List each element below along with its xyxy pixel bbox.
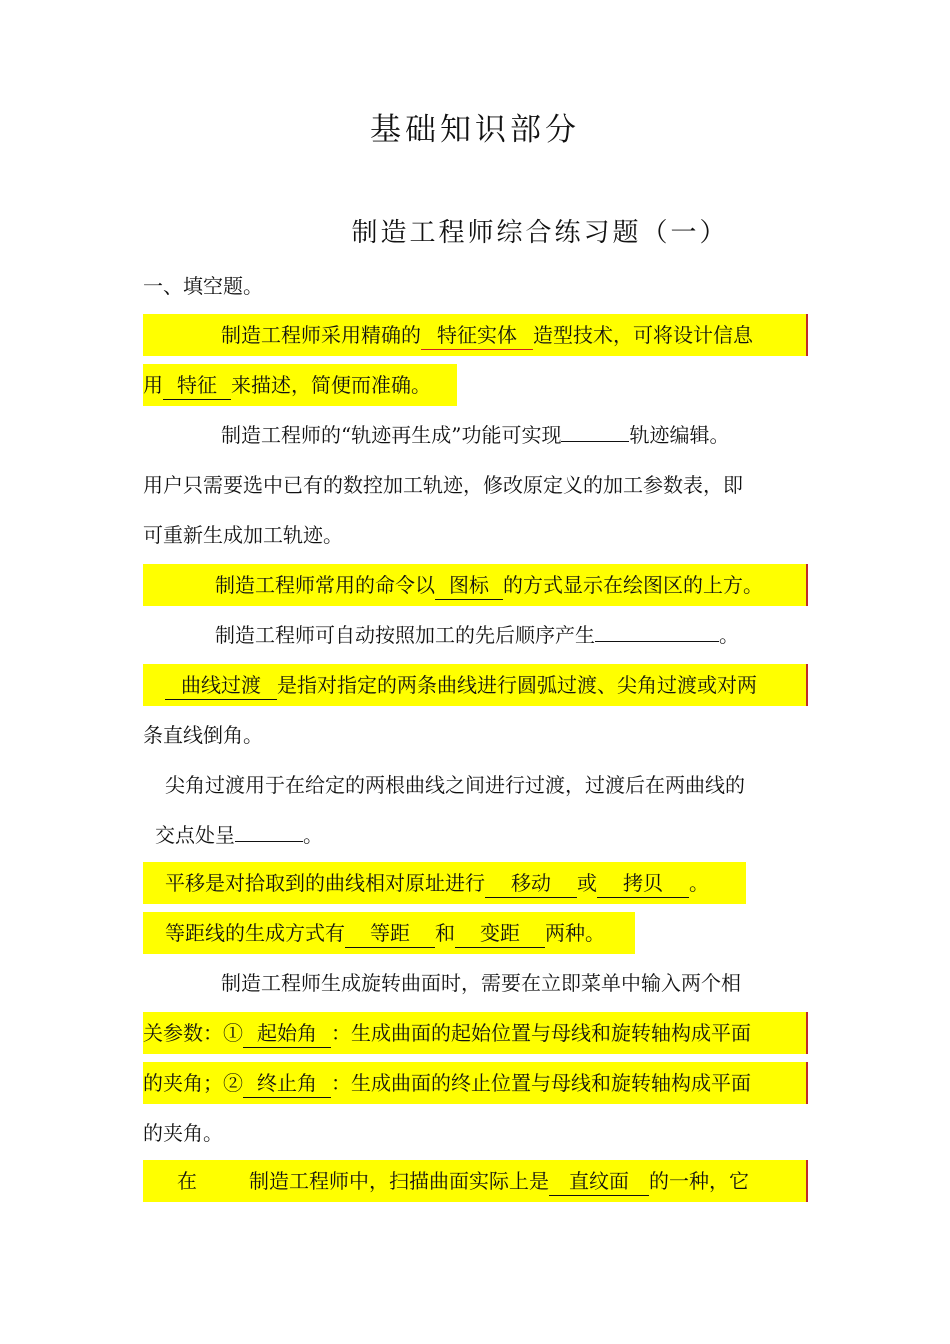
answer-blank (595, 641, 719, 642)
answer-blank: 特征 (163, 371, 231, 400)
question-10-line-1: 在 制造工程师中，扫描曲面实际上是 直纹面 的一种，它 (143, 1160, 808, 1202)
answer-blank (235, 841, 303, 842)
page-subtitle: 制造工程师综合练习题（一） (351, 218, 729, 248)
answer-blank: 起始角 (243, 1019, 331, 1048)
answer-blank: 等距 (345, 919, 435, 948)
question-2-line-1: 制造工程师的“轨迹再生成”功能可实现 轨迹编辑。 (221, 423, 730, 447)
question-1-line-1: 制造工程师采用精确的 特征实体 造型技术，可将设计信息 (143, 314, 808, 356)
answer-blank: 变距 (455, 919, 545, 948)
question-2-line-2: 用户只需要选中已有的数控加工轨迹，修改原定义的加工参数表，即 (143, 473, 743, 497)
question-8-line-1: 等距线的生成方式有 等距 和 变距 两种。 (143, 912, 635, 954)
answer-blank (561, 441, 629, 442)
question-3-line-1: 制造工程师常用的命令以 图标 的方式显示在绘图区的上方。 (143, 564, 808, 606)
question-5-line-2: 条直线倒角。 (143, 723, 263, 747)
answer-blank: 拷贝 (597, 869, 689, 898)
answer-blank: 特征实体 (421, 321, 533, 350)
question-6-line-2: 交点处呈 。 (155, 823, 323, 847)
answer-blank: 直纹面 (549, 1167, 649, 1196)
question-4-line-1: 制造工程师可自动按照加工的先后顺序产生 。 (215, 623, 739, 647)
question-9-line-1: 制造工程师生成旋转曲面时，需要在立即菜单中输入两个相 (221, 971, 741, 995)
question-5-line-1: 曲线过渡 是指对指定的两条曲线进行圆弧过渡、尖角过渡或对两 (143, 664, 808, 706)
answer-blank: 图标 (435, 571, 503, 600)
question-6-line-1: 尖角过渡用于在给定的两根曲线之间进行过渡，过渡后在两曲线的 (165, 773, 745, 797)
question-2-line-3: 可重新生成加工轨迹。 (143, 523, 343, 547)
page-title: 基础知识部分 (370, 112, 580, 148)
question-9-line-4: 的夹角。 (143, 1121, 223, 1145)
answer-blank: 曲线过渡 (165, 671, 277, 700)
question-9-line-3: 的夹角；② 终止角 ：生成曲面的终止位置与母线和旋转轴构成平面 (143, 1062, 808, 1104)
section-heading: 一、填空题。 (143, 274, 263, 298)
question-1-line-2: 用 特征 来描述，简便而准确。 (143, 364, 457, 406)
question-7-line-1: 平移是对拾取到的曲线相对原址进行 移动 或 拷贝 。 (143, 862, 746, 904)
answer-blank: 终止角 (243, 1069, 331, 1098)
question-9-line-2: 关参数：① 起始角 ：生成曲面的起始位置与母线和旋转轴构成平面 (143, 1012, 808, 1054)
answer-blank: 移动 (485, 869, 577, 898)
